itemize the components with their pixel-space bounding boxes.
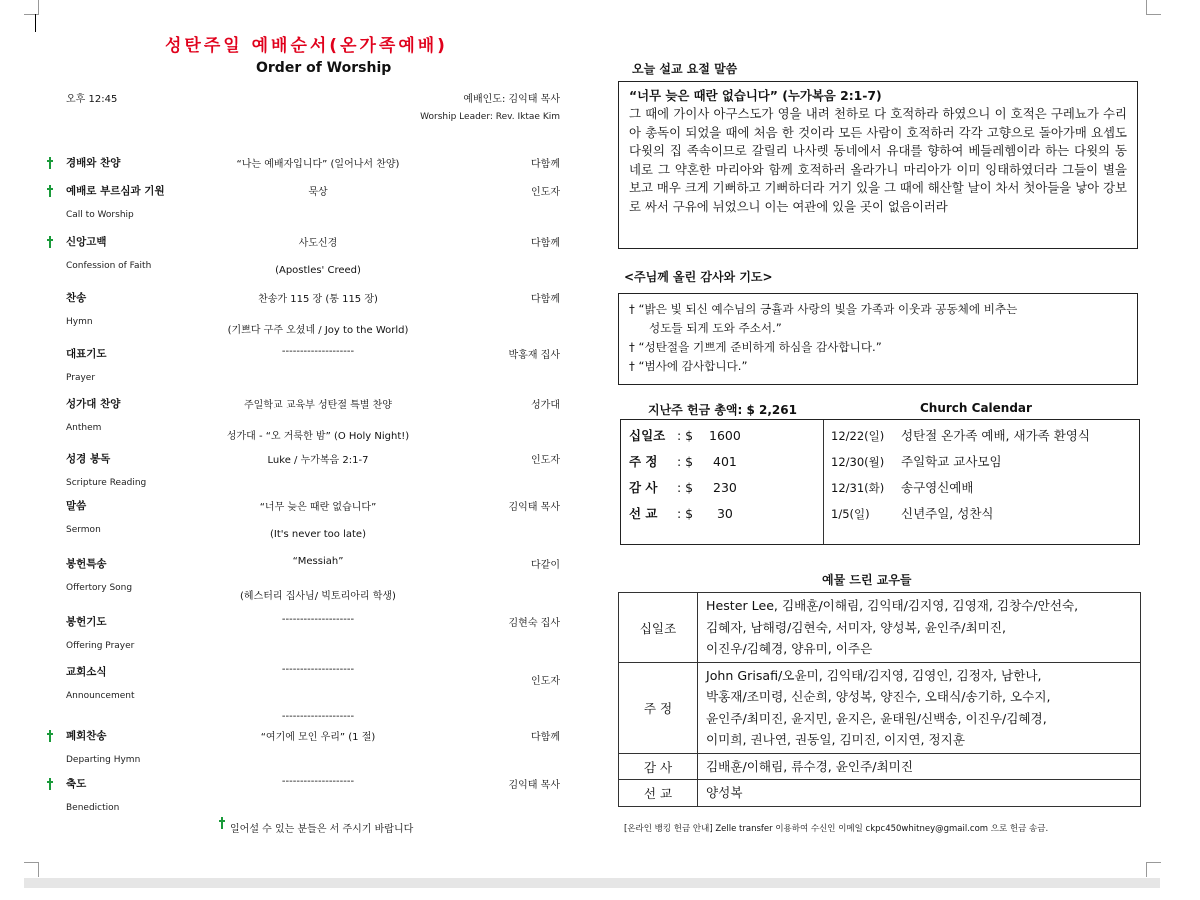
page-corner-mark: [24, 0, 39, 15]
order-item-leader: 성가대: [531, 400, 560, 411]
order-item-korean: 대표기도: [66, 348, 107, 360]
stand-cross-icon: [47, 730, 53, 742]
order-item-korean: 봉헌기도: [66, 616, 107, 628]
stand-note: 일어설 수 있는 분들은 서 주시기 바랍니다: [230, 824, 414, 835]
order-item-content: “Messiah”: [292, 556, 344, 567]
bulletin-title-korean: 성탄주일 예배순서(온가족예배): [165, 36, 448, 56]
offering-row: [629, 478, 737, 496]
order-item-english: Announcement: [66, 691, 135, 701]
order-item-content-secondary: (기쁘다 구주 오셨네 / Joy to the World): [227, 325, 409, 336]
order-item-leader: 다함께: [531, 238, 560, 249]
order-item-content: 주일학교 교육부 성탄절 특별 찬양: [244, 400, 392, 411]
donor-row: [619, 662, 1141, 753]
order-item-content: Luke / 누가복음 2:1-7: [267, 455, 369, 466]
order-item-english: Anthem: [66, 423, 102, 433]
prayer-item-continued: 성도들 되게 도와 주소서.”: [649, 321, 782, 335]
stand-cross-icon: [47, 157, 53, 169]
order-item-leader: 인도자: [531, 455, 560, 466]
offering-amount: : $ 230: [677, 480, 737, 495]
order-item-korean: 예배로 부르심과 기원: [66, 185, 165, 197]
donor-category: 감 사: [619, 753, 698, 780]
donor-names-line: Hester Lee, 김배훈/이해림, 김익태/김지영, 김영재, 김창수/안선숙,: [706, 598, 1079, 613]
order-item-korean: 봉헌특송: [66, 558, 107, 570]
offering-amount: : $ 1600: [677, 428, 741, 443]
page-corner-mark: [1146, 862, 1161, 877]
prayer-item: † “범사에 감사합니다.”: [629, 359, 748, 373]
order-item-leader: 인도자: [531, 187, 560, 198]
donor-category: 주 정: [619, 662, 698, 753]
donor-category: 십일조: [619, 593, 698, 663]
order-item-korean: 경배와 찬양: [66, 157, 121, 169]
calendar-date: 12/22(일): [831, 429, 885, 443]
stand-cross-icon: [47, 236, 53, 248]
order-item-content: “너무 늦은 때란 없습니다”: [259, 502, 377, 513]
calendar-event: 신년주일, 성찬식: [901, 506, 994, 521]
donor-names: [698, 753, 1141, 780]
order-item-korean: 신앙고백: [66, 236, 107, 248]
page-corner-mark: [1146, 0, 1161, 15]
order-item-english: Hymn: [66, 317, 93, 327]
offering-amount: : $ 30: [677, 506, 733, 521]
order-item-content: 찬송가 115 장 (통 115 장): [258, 294, 378, 305]
calendar-row: [831, 478, 973, 496]
page-bottom-margin: [24, 878, 1160, 888]
order-item-content: 묵상: [308, 187, 328, 198]
order-item-leader: 다함께: [531, 732, 560, 743]
order-item-content: “나는 예배자입니다” (일어나서 찬양): [236, 159, 400, 170]
page-corner-mark: [24, 862, 39, 877]
order-item-leader: 박홍재 집사: [508, 350, 560, 361]
service-time: 오후 12:45: [66, 94, 118, 105]
order-item-english: Departing Hymn: [66, 755, 141, 765]
calendar-event: 성탄절 온가족 예배, 새가족 환영식: [901, 428, 1090, 443]
stand-cross-icon: [47, 778, 53, 790]
order-item-content: --------------------: [281, 614, 355, 625]
cross-icon: †: [629, 359, 635, 373]
donor-names: [698, 662, 1141, 753]
calendar-date: 12/30(월): [831, 455, 885, 469]
donor-names-line: 이미희, 권나연, 권동일, 김미진, 이지연, 정지훈: [706, 732, 966, 747]
order-item-content: “여기에 모인 우리” (1 절): [260, 732, 376, 743]
order-item-content: 사도신경: [298, 238, 338, 249]
text-cursor: [35, 14, 36, 32]
order-item-english: Scripture Reading: [66, 478, 147, 488]
donor-names-line: John Grisafi/오윤미, 김익태/김지영, 김영인, 김정자, 남한나,: [706, 667, 1042, 683]
order-item-leader: 인도자: [531, 676, 560, 687]
order-item-content-secondary: (헤스터리 집사님/ 빅토리아리 학생): [240, 591, 396, 602]
calendar-date: 1/5(일): [831, 507, 870, 521]
order-item-content: --------------------: [281, 776, 355, 787]
calendar-row: [831, 426, 1090, 444]
order-item-leader: 다같이: [531, 560, 560, 571]
offering-row: [629, 426, 741, 444]
order-item-content-secondary: --------------------: [281, 711, 355, 722]
cross-icon: †: [629, 302, 635, 316]
sermon-box: [618, 81, 1138, 249]
order-item-english: Sermon: [66, 525, 101, 535]
offering-label: 감 사: [629, 480, 658, 495]
donors-table: [618, 592, 1141, 807]
stand-cross-icon: [219, 817, 225, 829]
calendar-row: [831, 504, 993, 522]
stand-cross-icon: [47, 185, 53, 197]
offering-label: 선 교: [629, 506, 658, 521]
offering-row: [629, 504, 733, 522]
donor-names-line: 윤인주/최미진, 윤지민, 윤지은, 윤태원/신백송, 이진우/김혜경,: [706, 710, 1047, 726]
order-item-leader: 김현숙 집사: [508, 618, 560, 629]
calendar-event: 송구영신예배: [901, 480, 974, 495]
donor-names-line: 이진우/김혜경, 양유미, 이주은: [706, 641, 873, 656]
order-item-korean: 말씀: [66, 500, 87, 512]
cross-icon: †: [629, 340, 635, 354]
donor-row: [619, 593, 1141, 663]
order-item-english: Confession of Faith: [66, 261, 152, 271]
donor-row: [619, 753, 1141, 780]
order-item-content: --------------------: [281, 346, 355, 357]
order-item-english: Prayer: [66, 373, 96, 383]
worship-leader-english: Worship Leader: Rev. Iktae Kim: [420, 112, 560, 122]
sermon-title: “너무 늦은 때란 없습니다” (누가복음 2:1-7): [629, 88, 882, 103]
calendar-event: 주일학교 교사모임: [901, 454, 1002, 469]
offering-label: 주 정: [629, 454, 658, 469]
calendar-row: [831, 452, 1002, 470]
offering-row: [629, 452, 737, 470]
offering-label: 십일조: [629, 428, 666, 443]
donor-category: 선 교: [619, 780, 698, 807]
order-item-leader: 다함께: [531, 294, 560, 305]
donor-names-line: 박홍재/조미령, 신순희, 양성복, 양진수, 오태식/송기하, 오수지,: [706, 689, 1051, 704]
bulletin-title-english: Order of Worship: [256, 60, 392, 76]
order-item-korean: 폐회찬송: [66, 730, 107, 742]
order-item-content-secondary: 성가대 - “오 거룩한 밤” (O Holy Night!): [226, 431, 410, 442]
calendar-date: 12/31(화): [831, 481, 885, 495]
order-item-content: --------------------: [281, 664, 355, 675]
sermon-heading: 오늘 설교 요절 말씀: [632, 62, 738, 76]
prayer-item: † “밝은 빛 되신 예수님의 긍휼과 사랑의 빛을 가족과 이웃과 공동체에 비추는: [629, 302, 1018, 316]
donor-names-line: 김혜자, 남해령/김현숙, 서미자, 양성복, 윤인주/최미진,: [706, 619, 1006, 635]
box-divider: [823, 420, 824, 544]
sermon-body: 그 때에 가이사 아구스도가 영을 내려 천하로 다 호적하라 하였으니 이 호적은 구레뇨가 수리아 총독이 되었을 때에 처음 한 것이라 모든 사람이 호적하러 각각 고향으로 돌아가매 요셉도 다윗의 집 족속이므로 갈릴리 나사렛 동네에서 유대를 향하여 베들레헴이라 하는 다윗의 동네로 그 약혼한 마리아와 함께 호적하러 올라가니 마리아가 이미 잉태하였더라 그들이 별을 보고 매우 크게 기뻐하고 기뻐하더라 거기 있을 그 때에 해산할 날이 차서 첫아들을 낳아 강보로 싸서 구유에 뉘었으니 이는 여관에 있을 곳이 없음이러라: [629, 106, 1128, 214]
order-item-leader: 김익태 목사: [508, 502, 560, 513]
offering-calendar-box: [620, 419, 1140, 545]
order-item-english: Call to Worship: [66, 210, 134, 220]
donor-names: [698, 780, 1141, 807]
order-item-leader: 다함께: [531, 159, 560, 170]
worship-leader-korean: 예배인도: 김익태 목사: [463, 94, 560, 105]
order-item-english: Offering Prayer: [66, 641, 135, 651]
order-item-korean: 성가대 찬양: [66, 398, 121, 410]
prayer-heading: <주님께 올린 감사와 기도>: [624, 270, 773, 284]
donors-heading: 예물 드린 교우들: [822, 573, 912, 587]
prayer-item: † “성탄절을 기쁘게 준비하게 하심을 감사합니다.”: [629, 340, 882, 354]
online-giving-note: [온라인 뱅킹 헌금 안내] Zelle transfer 이용하여 수신인 이메일 ckpc450whitney@gmail.com 으로 헌금 송금.: [624, 824, 1049, 834]
order-item-korean: 교회소식: [66, 666, 107, 678]
order-item-content-secondary: (Apostles' Creed): [275, 265, 361, 276]
order-item-korean: 축도: [66, 778, 87, 790]
calendar-heading: Church Calendar: [920, 401, 1032, 415]
donor-names-line: 양성복: [706, 785, 743, 800]
order-item-korean: 찬송: [66, 292, 87, 304]
order-item-english: Offertory Song: [66, 583, 133, 593]
donor-names: [698, 593, 1141, 663]
donor-names-line: 김배훈/이해림, 류수경, 윤인주/최미진: [706, 758, 913, 774]
prayer-box: [618, 293, 1138, 385]
order-item-content-secondary: (It's never too late): [270, 529, 366, 540]
offering-heading: 지난주 헌금 총액: $ 2,261: [648, 403, 797, 417]
order-item-leader: 김익태 목사: [508, 780, 560, 791]
order-item-korean: 성경 봉독: [66, 453, 111, 465]
offering-amount: : $ 401: [677, 454, 737, 469]
order-item-english: Benediction: [66, 803, 120, 813]
donor-row: [619, 780, 1141, 807]
